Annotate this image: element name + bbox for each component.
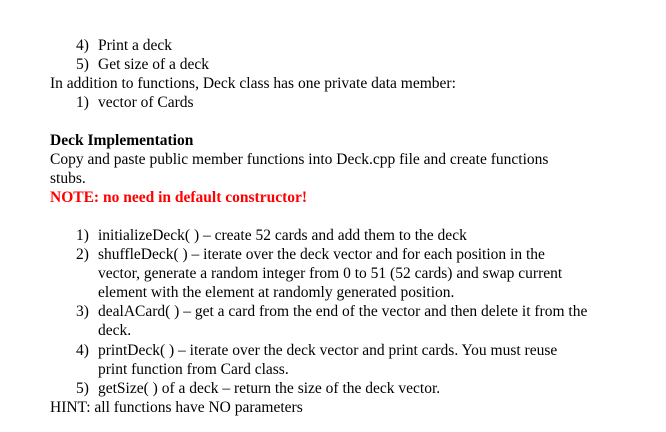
- list-item-text-continued: print function from Card class.: [98, 361, 289, 378]
- list-item-text: shuffleDeck( ) – iterate over the deck vector and for each position in the: [98, 246, 545, 263]
- section-heading: Deck Implementation: [50, 132, 194, 149]
- section-text-continued: stubs.: [50, 170, 86, 187]
- hint-text: HINT: all functions have NO parameters: [50, 399, 303, 416]
- list-item-text: printDeck( ) – iterate over the deck vector and print cards. You must reuse: [98, 342, 558, 359]
- list-item-number: 1): [76, 227, 89, 244]
- list-item-text-continued: vector, generate a random integer from 0 to 51 (52 cards) and swap current: [98, 265, 563, 282]
- list-item-number: 1): [76, 94, 89, 111]
- list-item-text: vector of Cards: [98, 94, 194, 111]
- note-text: NOTE: no need in default constructor!: [50, 189, 308, 206]
- list-item-text-continued: element with the element at randomly generated position.: [98, 284, 455, 301]
- intro-paragraph: In addition to functions, Deck class has one private data member:: [50, 75, 456, 92]
- list-item-text: initializeDeck( ) – create 52 cards and add them to the deck: [98, 227, 467, 244]
- list-item-number: 4): [76, 342, 89, 359]
- list-item-text: Get size of a deck: [98, 56, 210, 73]
- list-item-text: getSize( ) of a deck – return the size of the deck vector.: [98, 380, 441, 397]
- section-text: Copy and paste public member functions into Deck.cpp file and create functions: [50, 151, 549, 168]
- list-item-text: dealACard( ) – get a card from the end of the vector and then delete it from the: [98, 303, 588, 320]
- list-item-number: 5): [76, 380, 89, 397]
- list-item-number: 3): [76, 303, 89, 320]
- list-item-text: Print a deck: [98, 37, 173, 54]
- list-item-number: 5): [76, 56, 89, 73]
- list-item-text-continued: deck.: [98, 322, 132, 339]
- list-item-number: 4): [76, 37, 89, 54]
- list-item-number: 2): [76, 246, 89, 263]
